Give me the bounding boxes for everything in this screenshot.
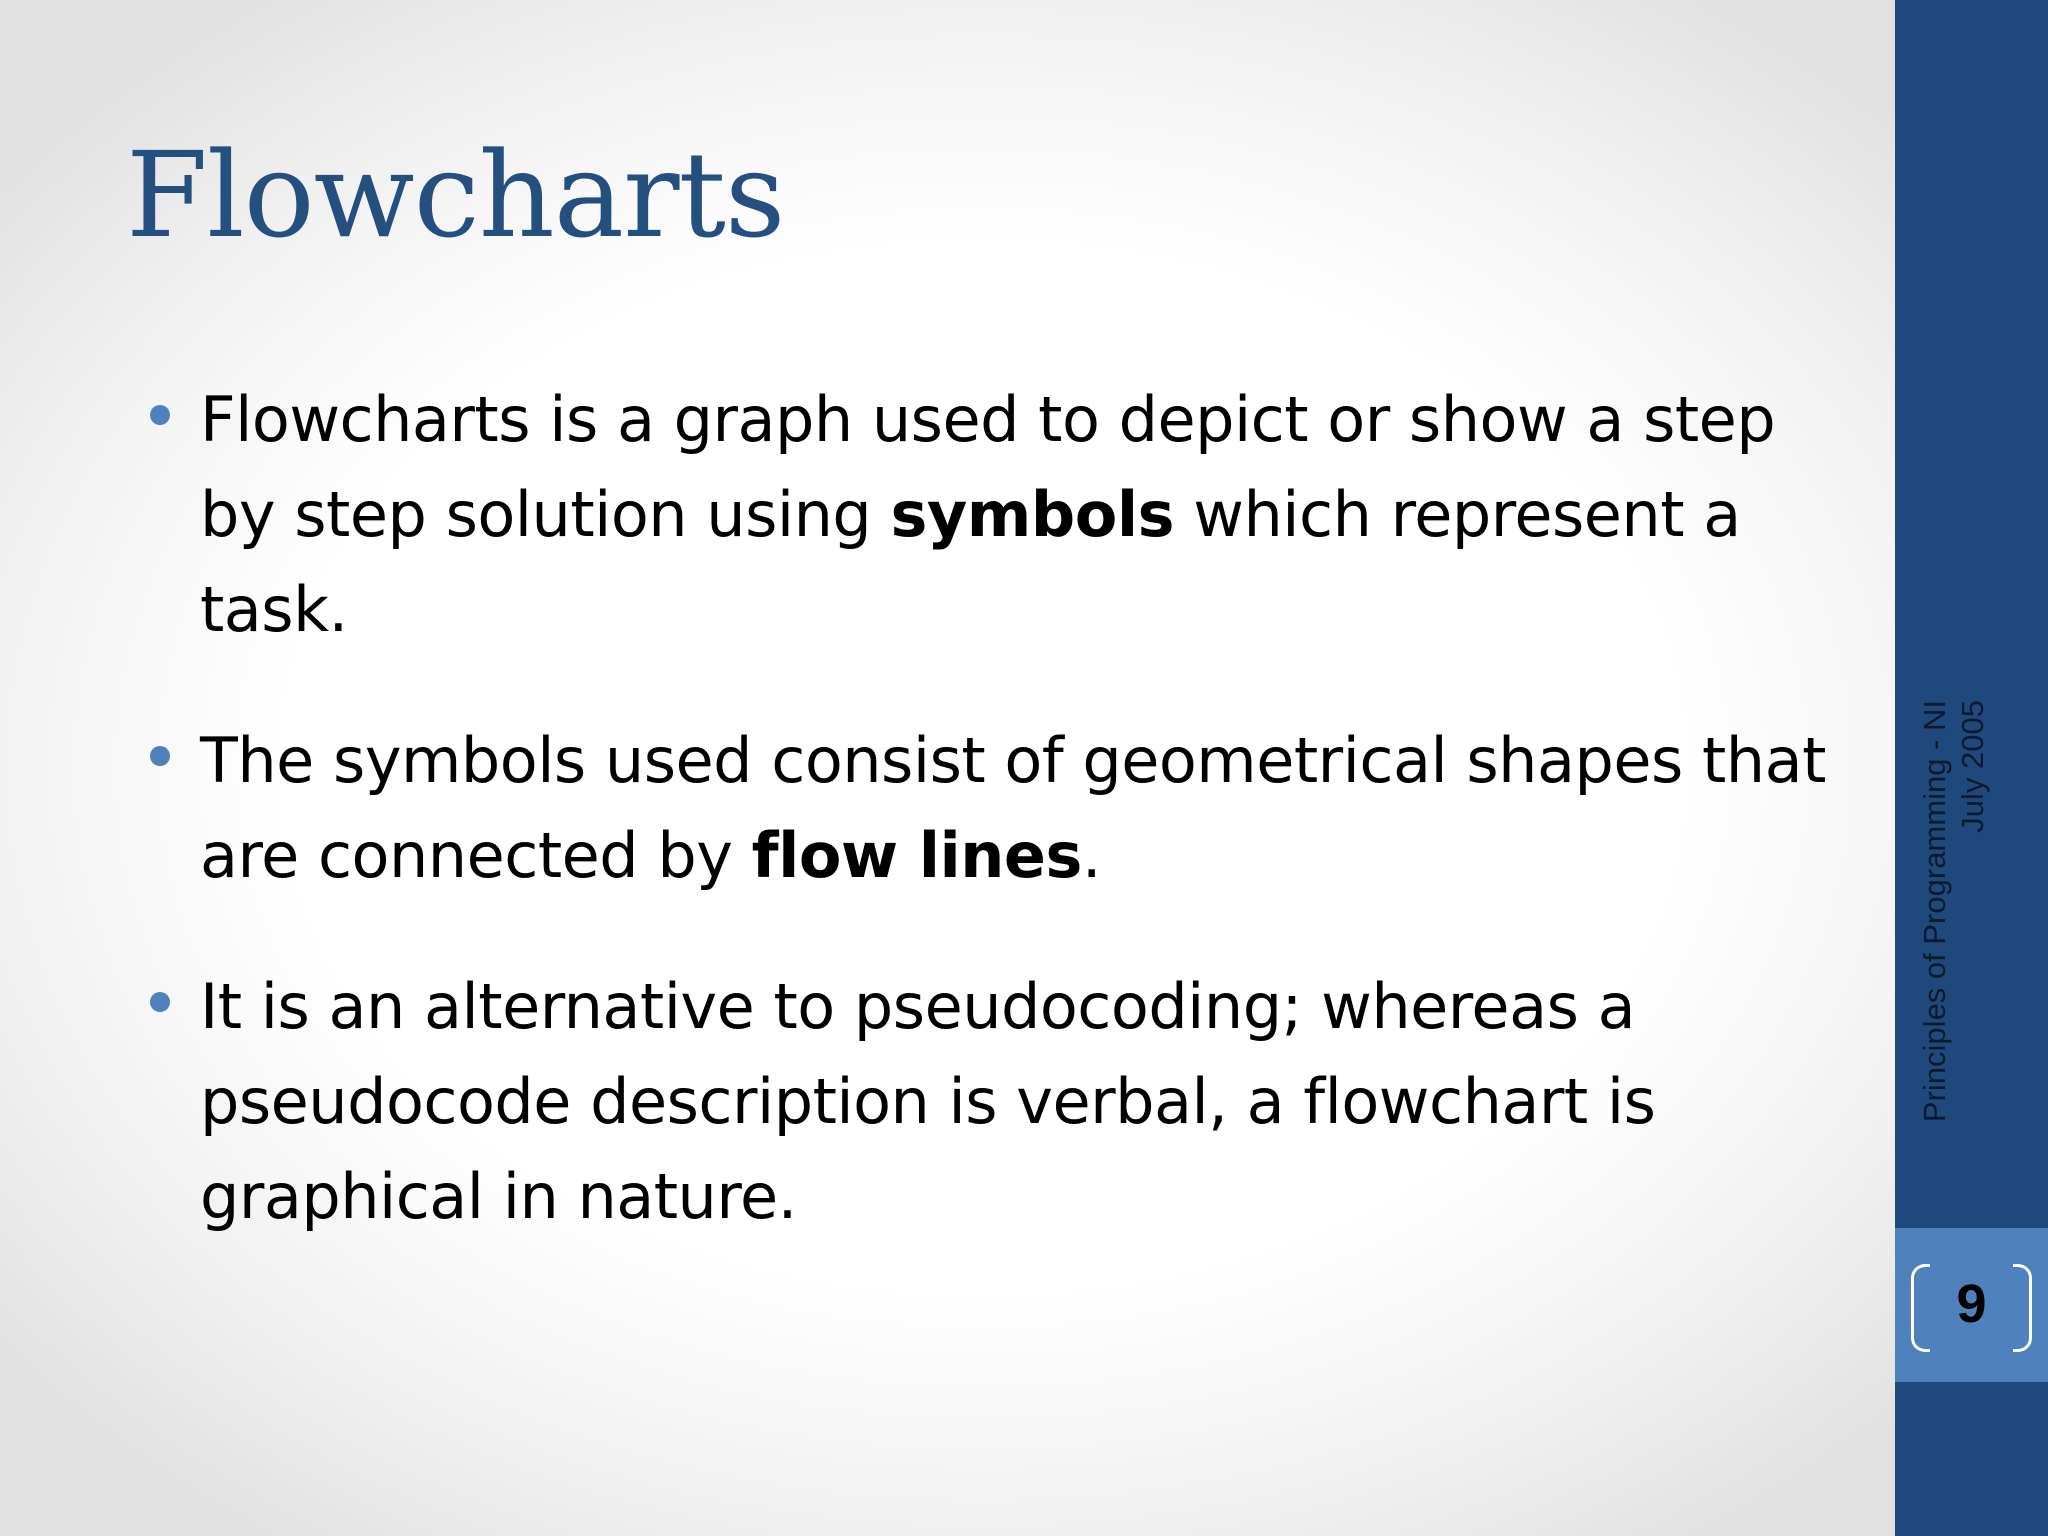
bullet-1-text: Flowcharts is a graph used to depict or show a step by step solution using <box>200 383 1776 551</box>
bullet-2-text: The symbols used consist of geometrical shapes that are connected by <box>200 724 1826 892</box>
bullet-dot-icon <box>150 746 170 766</box>
bullet-dot-icon <box>150 992 170 1012</box>
footer-text <box>1916 700 2026 1180</box>
bullet-3-text: It is an alternative to pseudocoding; whereas a pseudocode description is verbal, a flowchart is graphical in nature. <box>200 970 1656 1233</box>
bullet-dot-icon <box>150 405 170 425</box>
slide-title: Flowcharts <box>126 126 785 264</box>
bullet-item-3 <box>140 959 1860 1244</box>
bullet-item-2 <box>140 713 1860 903</box>
footer-course: Principles of Programming - NI <box>1917 700 1952 1123</box>
bullet-list <box>140 372 1860 1244</box>
bracket-right-icon <box>2013 1264 2032 1352</box>
bullet-1-text-end: which represent a task. <box>200 478 1741 646</box>
bullet-item-1 <box>140 372 1860 657</box>
page-number: 9 <box>1956 1274 1987 1334</box>
page-number-box <box>1895 1228 2048 1382</box>
bullet-2-text-end: . <box>1081 819 1102 892</box>
bullet-1-bold-term: symbols <box>890 478 1175 551</box>
bullet-2-bold-term: flow lines <box>751 819 1082 892</box>
footer-date: July 2005 <box>1955 700 1990 833</box>
